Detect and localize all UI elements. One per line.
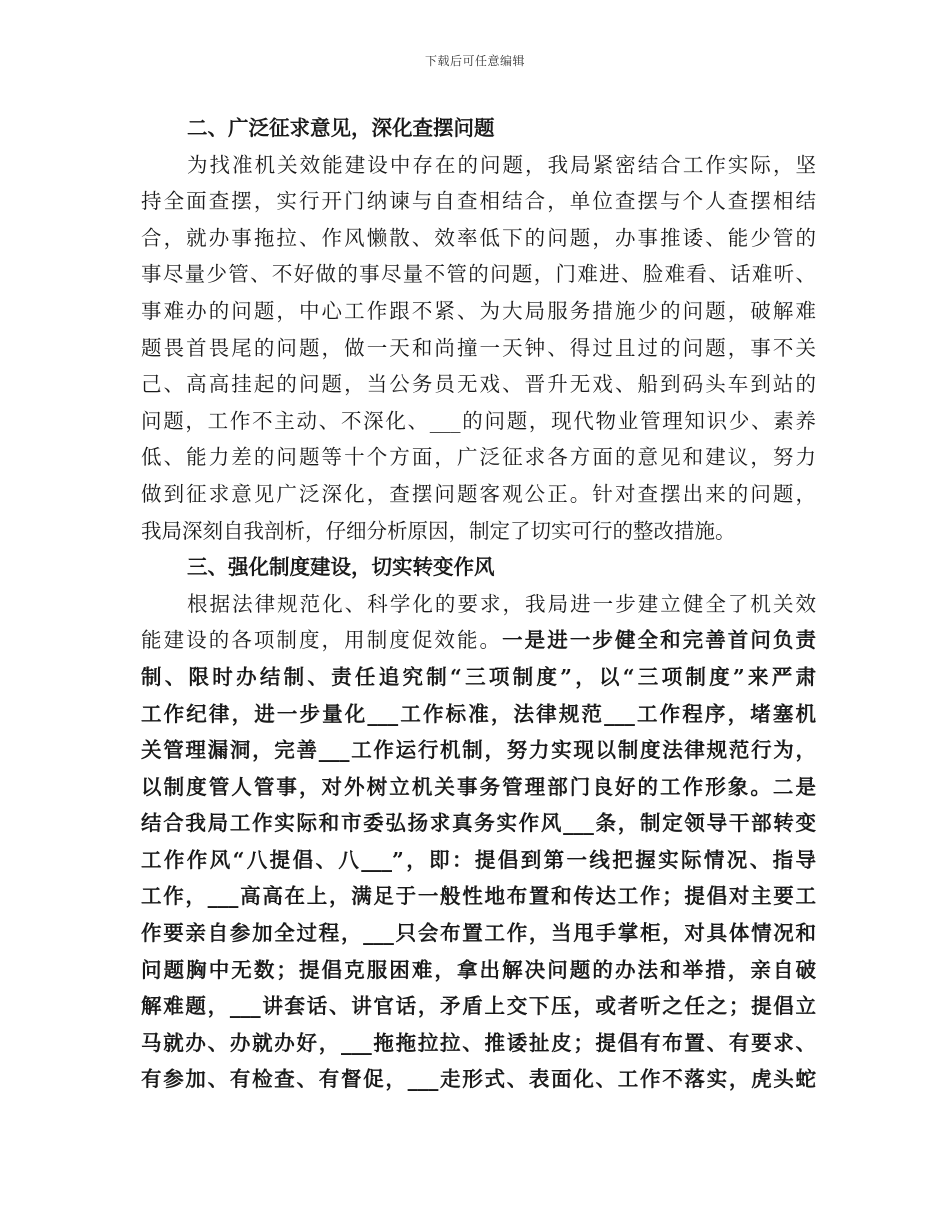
- paragraph-line: 为找准机关效能建设中存在的问题，我局紧密结合工作实际，坚: [187, 152, 816, 177]
- paragraph-bold-text: 一是进一步健全和完善首问负责: [502, 628, 817, 653]
- bold-paragraph-line: 马就办、办就办好，___拖拖拉拉、推诿扯皮；提倡有布置、有要求、: [141, 1030, 816, 1055]
- bold-paragraph-line: 制、限时办结制、责任追究制“三项制度”，以“三项制度”来严肃: [141, 664, 816, 689]
- paragraph-line: 问题，工作不主动、不深化、___的问题，现代物业管理知识少、素养: [141, 408, 816, 433]
- paragraph-line: 事难办的问题，中心工作跟不紧、为大局服务措施少的问题，破解难: [141, 298, 816, 323]
- bold-paragraph-line: 关管理漏洞，完善___工作运行机制，努力实现以制度法律规范行为，: [141, 738, 816, 763]
- paragraph-line: 根据法律规范化、科学化的要求，我局进一步建立健全了机关效: [187, 591, 816, 616]
- bold-paragraph-line: 问题胸中无数；提倡克服困难，拿出解决问题的办法和举措，亲自破: [141, 957, 816, 982]
- paragraph-normal-text: 能建设的各项制度，用制度促效能。: [141, 628, 503, 653]
- paragraph-line: 题畏首畏尾的问题，做一天和尚撞一天钟、得过且过的问题，事不关: [141, 335, 816, 360]
- paragraph-line-mixed: [141, 622, 816, 659]
- section-2-heading: 二、广泛征求意见，深化查摆问题: [187, 116, 495, 140]
- document-body: [141, 110, 816, 1098]
- bold-paragraph-line: 工作纪律，进一步量化___工作标准，法律规范___工作程序，堵塞机: [141, 701, 816, 726]
- paragraph-line: 合，就办事拖拉、作风懒散、效率低下的问题，办事推诿、能少管的: [141, 225, 816, 250]
- paragraph-line: 我局深刻自我剖析，仔细分析原因，制定了切实可行的整改措施。: [141, 518, 736, 543]
- bold-paragraph-line: 有参加、有检查、有督促，___走形式、表面化、工作不落实，虎头蛇: [141, 1067, 816, 1092]
- paragraph-line: 做到征求意见广泛深化，查摆问题客观公正。针对查摆出来的问题，: [141, 481, 816, 506]
- paragraph-line: 低、能力差的问题等十个方面，广泛征求各方面的意见和建议，努力: [141, 445, 816, 470]
- bold-paragraph-line: 工作作风“八提倡、八___”，即：提倡到第一线把握实际情况、指导: [141, 847, 816, 872]
- bold-paragraph-line: 工作，___高高在上，满足于一般性地布置和传达工作；提倡对主要工: [141, 884, 816, 909]
- bold-paragraph-line: 以制度管人管事，对外树立机关事务管理部门良好的工作形象。二是: [141, 774, 816, 799]
- bold-paragraph-line: 解难题，___讲套话、讲官话，矛盾上交下压，或者听之任之；提倡立: [141, 994, 816, 1019]
- section-3-heading: 三、强化制度建设，切实转变作风: [187, 555, 495, 580]
- paragraph-line: 己、高高挂起的问题，当公务员无戏、晋升无戏、船到码头车到站的: [141, 372, 816, 397]
- bold-paragraph-line: 结合我局工作实际和市委弘扬求真务实作风___条，制定领导干部转变: [141, 811, 816, 836]
- paragraph-line: 持全面查摆，实行开门纳谏与自查相结合，单位查摆与个人查摆相结: [141, 189, 816, 214]
- paragraph-line: 事尽量少管、不好做的事尽量不管的问题，门难进、脸难看、话难听、: [141, 262, 816, 287]
- page-header: 下载后可任意编辑: [424, 54, 525, 68]
- bold-paragraph-line: 作要亲自参加全过程，___只会布置工作，当甩手掌柜，对具体情况和: [141, 921, 816, 946]
